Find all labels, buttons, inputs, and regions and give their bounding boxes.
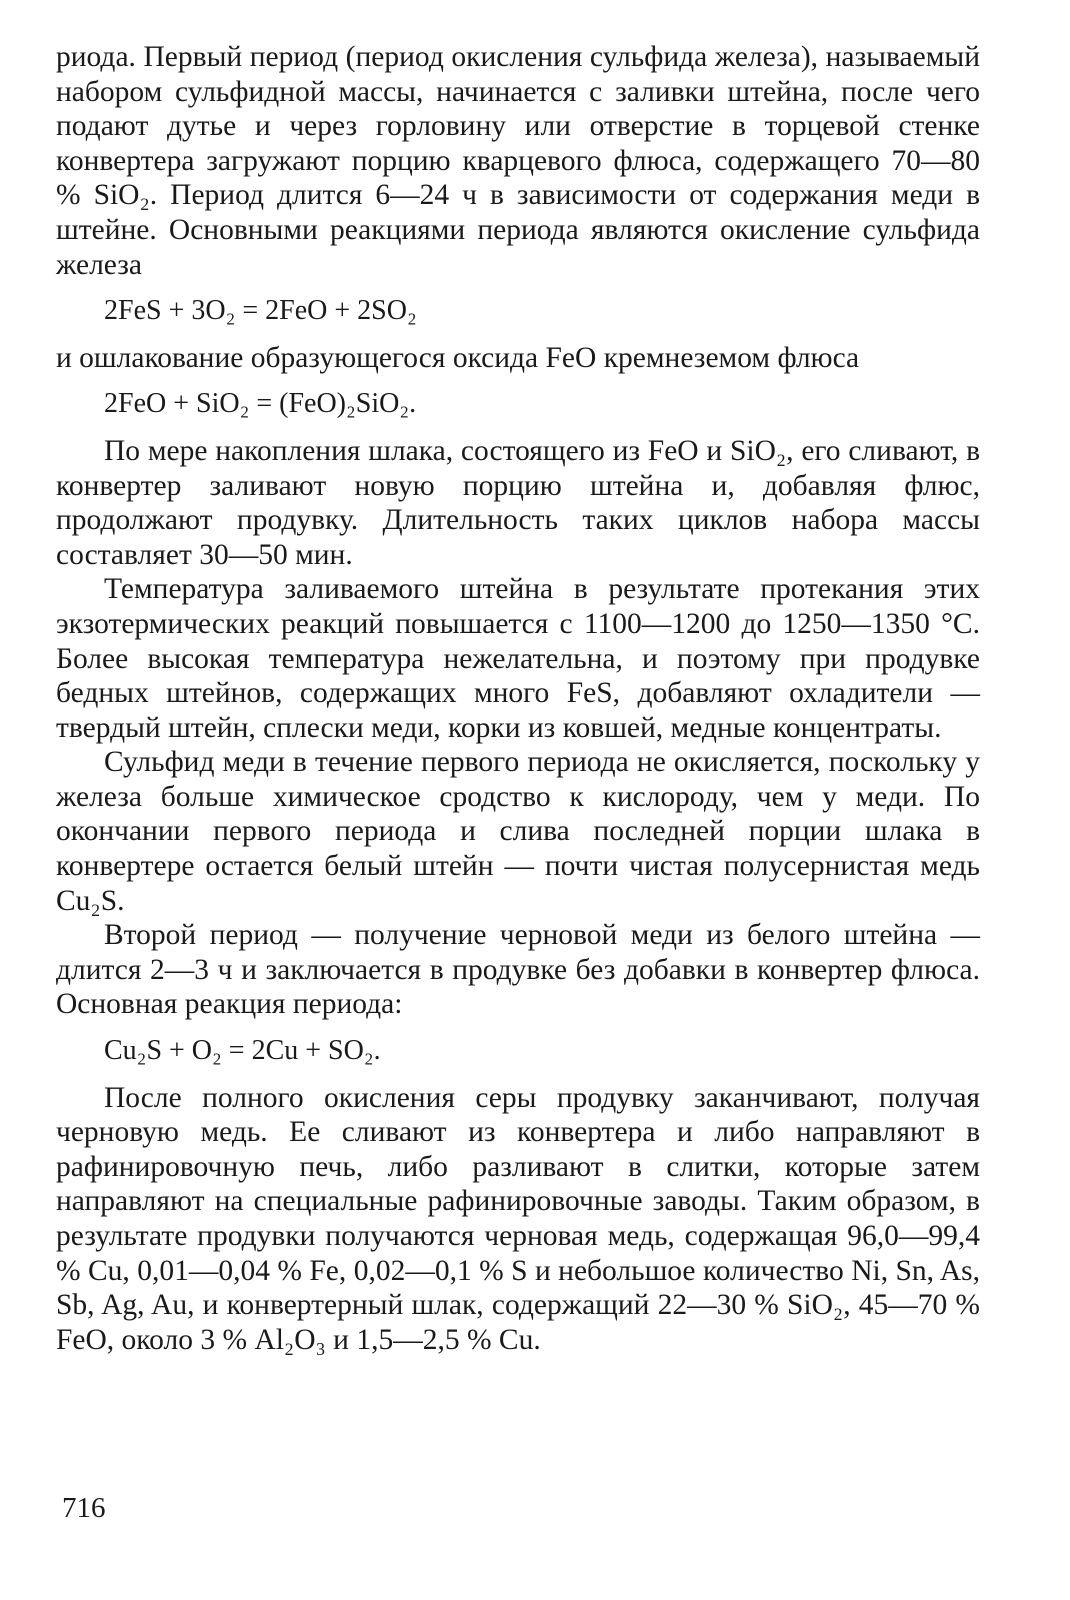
- page-number: 716: [62, 1492, 106, 1524]
- paragraph-temperature: Температура заливаемого штейна в результате протекания этих экзотермических реакций повышается с 1100—1200 до 1250—1350 °С. Более высокая температура нежелательна, и поэтому при продувке бедных штейнов, содержащих много FeS, добавляют охладители — твердый штейн, сплески меди, корки из ковшей, медные концентраты.: [56, 573, 980, 744]
- formula-fes-oxidation: 2FeS + 3O₂ = 2FeO + 2SO₂: [104, 295, 417, 327]
- page-body: [56, 40, 980, 1357]
- paragraph-slagging: и ошлакование образующегося оксида FeO кремнеземом флюса: [56, 341, 860, 374]
- paragraph-second-period: Второй период — получение черновой меди из белого штейна — длится 2—3 ч и заключается в продувке без добавки в конвертер флюса. Основная реакция периода:: [56, 919, 980, 1021]
- formula-cu2s-oxidation: Cu₂S + O₂ = 2Cu + SO₂.: [104, 1035, 381, 1067]
- paragraph-first-period: риода. Первый период (период окисления сульфида железа), называемый набором сульфидной массы, начинается с заливки штейна, после чего подают дутье и через горловину или отверстие в торцевой стенке конвертера загружают порцию кварцевого флюса, содержащего 70—80 % SiO₂. Период длится 6—24 ч в зависимости от содержания меди в штейне. Основными реакциями периода являются окисление сульфида железа: [56, 41, 980, 281]
- formula-feo-slag: 2FeO + SiO₂ = (FeO)₂SiO₂.: [104, 388, 417, 420]
- paragraph-blister-copper: После полного окисления серы продувку заканчивают, получая черновую медь. Ее сливают из конвертера и либо направляют в рафинировочную печь, либо разливают в слитки, которые затем направляют на специальные рафинировочные заводы. Таким образом, в результате продувки получаются черновая медь, содержащая 96,0—99,4 % Cu, 0,01—0,04 % Fe, 0,02—0,1 % S и небольшое количество Ni, Sn, As, Sb, Ag, Au, и конвертерный шлак, содержащий 22—30 % SiO₂, 45—70 % FeO, около 3 % Al₂O₃ и 1,5—2,5 % Cu.: [56, 1081, 980, 1356]
- paragraph-copper-sulfide: Сульфид меди в течение первого периода не окисляется, поскольку у железа больше химическое сродство к кислороду, чем у меди. По окончании первого периода и слива последней порции шлака в конвертере остается белый штейн — почти чистая полусернистая медь Cu₂S.: [56, 746, 980, 917]
- paragraph-slag-accumulation: По мере накопления шлака, состоящего из FeO и SiO₂, его сливают, в конвертер заливают новую порцию штейна и, добавляя флюс, продолжают продувку. Длительность таких циклов набора массы составляет 30—50 мин.: [56, 434, 980, 571]
